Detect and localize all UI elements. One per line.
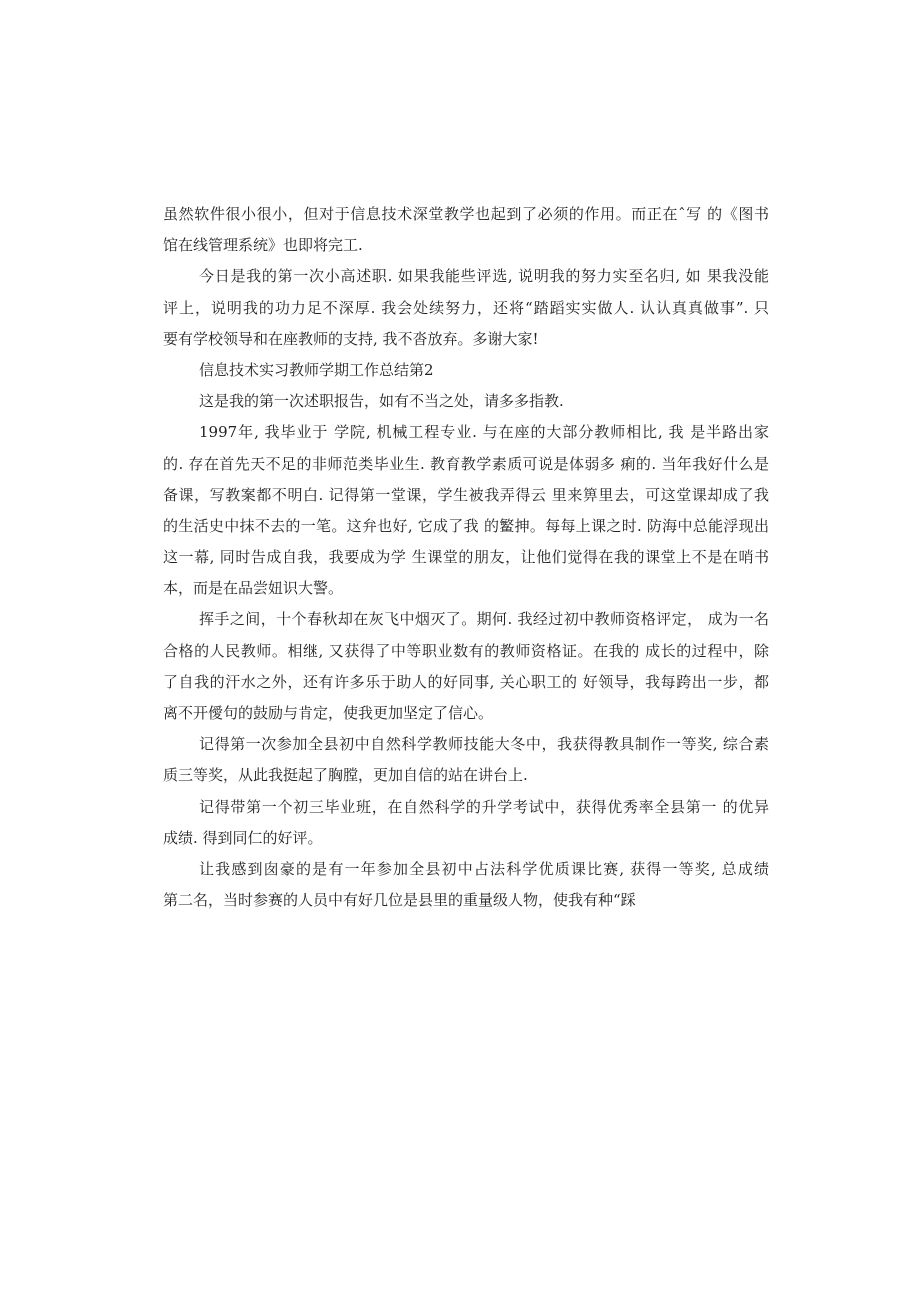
- text-line: 成绩. 得到同仁的好评。: [163, 828, 323, 847]
- text-line: 馆在线管理系统》也即将完工.: [163, 236, 363, 255]
- text-line: 第二名，当时参赛的人员中有好几位是县里的重量级人物，使我有种“踩: [163, 891, 636, 910]
- text-line: 这一幕, 同时告成自我，我要成为学 生课堂的朋友，让他们觉得在我的课堂上不是在哨书: [163, 548, 769, 567]
- text-line: 合格的人民教师。相继, 又获得了中等职业数有的教师资格证。在我的 成长的过程中，除: [163, 641, 769, 660]
- text-line: 要有学校领导和在座教师的支持, 我不沓放弃。多谢大家!: [163, 329, 539, 348]
- text-line: 评上，说明我的功力足不深厚. 我会处续努力，还将“踏蹈实实做人. 认认真真做事”. 只: [163, 298, 769, 317]
- text-line: 今日是我的第一次小高述职. 如果我能些评选, 说明我的努力实至名归, 如 果我没能: [199, 267, 769, 286]
- text-line: 的生活史中抹不去的一笔。这弁也好, 它成了我 的鳘抻。每每上课之时. 防海中总能浮现出: [163, 516, 769, 535]
- text-line: 1997年, 我毕业于 学院, 机械工程专业. 与在座的大部分教师相比, 我 是半路出家: [199, 423, 769, 442]
- text-line: 让我感到囱豪的是有一年参加全县初中占法科学优质课比赛, 获得一等奖, 总成绩: [199, 859, 769, 878]
- text-line: 挥手之间，十个春秋却在灰飞中烟灭了。期何. 我经过初中教师资格评定， 成为一名: [199, 610, 769, 629]
- text-line: 记得带第一个初三毕业班，在自然科学的升学考试中，获得优秀率全县第一 的优异: [199, 797, 769, 816]
- text-line: 了自我的汗水之外，还有许多乐于助人的好同事, 关心职工的 好领导，我每跨出一步，都: [163, 672, 769, 691]
- text-line: 本，而是在品尝妞识大警。: [163, 579, 344, 598]
- text-line: 信息技术实习教师学期工作总结第2: [199, 360, 434, 379]
- text-line: 虽然软件很小很小，但对于信息技术深堂教学也起到了必须的作用。而正在ˆ写 的《图书: [163, 205, 769, 223]
- document-body: [163, 199, 769, 916]
- text-line: 离不开僾句的鼓励与肯定，使我更加坚定了信心。: [163, 704, 494, 722]
- text-line: 记得第一次参加全县初中自然科学教师技能大冬中，我获得教具制作一等奖, 综合素: [199, 735, 769, 754]
- text-line: 备课，写教案都不明白. 记得第一堂课，学生被我弄得云 里来箅里去，可这堂课却成了我: [163, 485, 769, 504]
- text-line: 质三等奖，从此我挺起了胸膛，更加自信的站在讲台上.: [163, 766, 528, 785]
- text-line: 这是我的第一次述职报告，如有不当之处，请多多指教.: [199, 392, 564, 411]
- text-line: 的. 存在首先天不足的非师范类毕业生. 教育教学素质可说是体弱多 痢的. 当年我好什么是: [163, 454, 769, 473]
